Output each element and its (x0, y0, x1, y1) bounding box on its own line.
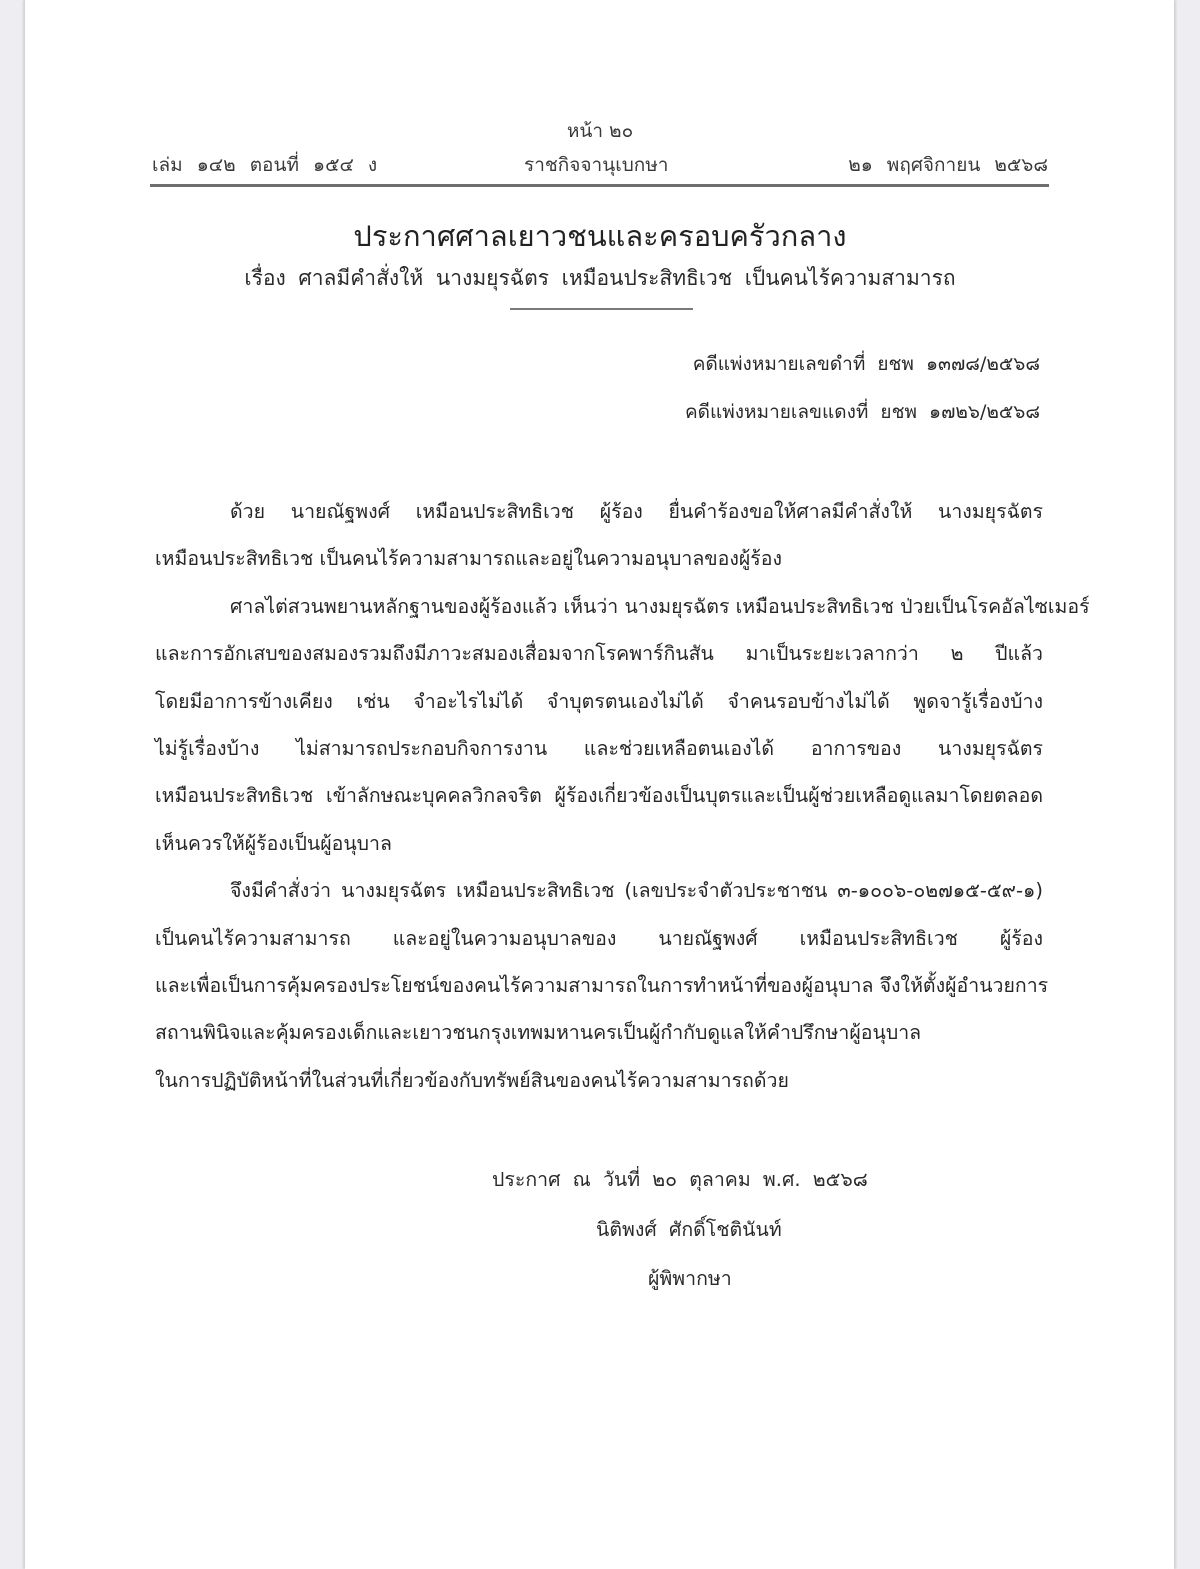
judge-name: นิติพงศ์ ศักดิ์โชตินันท์ (596, 1218, 782, 1241)
announcement-date: ประกาศ ณ วันที่ ๒๐ ตุลาคม พ.ศ. ๒๕๖๘ (492, 1168, 868, 1191)
body-line: และการอักเสบของสมองรวมถึงมีภาวะสมองเสื่อมจากโรคพาร์กินสัน มาเป็นระยะเวลากว่า ๒ ปีแล้ว (155, 642, 1043, 666)
body-line: สถานพินิจและคุ้มครองเด็กและเยาวชนกรุงเทพมหานครเป็นผู้กำกับดูแลให้คำปรึกษาผู้อนุบาล (155, 1021, 922, 1045)
body-line: เหมือนประสิทธิเวช เป็นคนไร้ความสามารถและอยู่ในความอนุบาลของผู้ร้อง (155, 547, 782, 571)
judge-position: ผู้พิพากษา (648, 1267, 732, 1290)
body-line: ด้วย นายณัฐพงศ์ เหมือนประสิทธิเวช ผู้ร้อง ยื่นคำร้องขอให้ศาลมีคำสั่งให้ นางมยุรฉัตร (230, 500, 1043, 523)
gazette-date: ๒๑ พฤศจิกายน ๒๕๖๘ (848, 154, 1048, 176)
paragraph-findings (155, 583, 1090, 867)
gazette-publication: ราชกิจจานุเบกษา (524, 154, 669, 176)
announcement-title: ประกาศศาลเยาวชนและครอบครัวกลาง (353, 219, 847, 253)
body-line: ศาลไต่สวนพยานหลักฐานของผู้ร้องแล้ว เห็นว่า นางมยุรฉัตร เหมือนประสิทธิเวช ป่วยเป็นโรคอัลไซเมอร์ (230, 594, 1090, 618)
paragraph-petition (155, 488, 1043, 583)
body-line: โดยมีอาการข้างเคียง เช่น จำอะไรไม่ได้ จำบุตรตนเองไม่ได้ จำคนรอบข้างไม่ได้ พูดจารู้เรื่องบ้าง (155, 689, 1043, 713)
page-number: หน้า ๒๐ (566, 120, 634, 142)
black-case-number: คดีแพ่งหมายเลขดำที่ ยชพ ๑๓๗๘/๒๕๖๘ (692, 353, 1040, 375)
body-line: ในการปฏิบัติหน้าที่ในส่วนที่เกี่ยวข้องกับทรัพย์สินของคนไร้ความสามารถด้วย (155, 1068, 789, 1092)
red-case-number: คดีแพ่งหมายเลขแดงที่ ยชพ ๑๗๒๖/๒๕๖๘ (684, 401, 1040, 423)
announcement-subject: เรื่อง ศาลมีคำสั่งให้ นางมยุรฉัตร เหมือนประสิทธิเวช เป็นคนไร้ความสามารถ (244, 266, 956, 290)
announcement-body (155, 488, 1090, 1104)
paragraph-order (155, 867, 1049, 1104)
body-line: เหมือนประสิทธิเวช เข้าลักษณะบุคคลวิกลจริต ผู้ร้องเกี่ยวข้องเป็นบุตรและเป็นผู้ช่วยเหลือดูแลมาโดยตลอด (155, 784, 1043, 808)
header-divider (150, 184, 1049, 187)
gazette-volume: เล่ม ๑๔๒ ตอนที่ ๑๕๔ ง (152, 154, 378, 176)
title-divider (510, 308, 693, 310)
body-line: เห็นควรให้ผู้ร้องเป็นผู้อนุบาล (155, 831, 392, 855)
body-line: จึงมีคำสั่งว่า นางมยุรฉัตร เหมือนประสิทธิเวช (เลขประจำตัวประชาชน ๓-๑๐๐๖-๐๒๗๑๕-๕๙-๑) (230, 879, 1043, 903)
body-line: ไม่รู้เรื่องบ้าง ไม่สามารถประกอบกิจการงาน และช่วยเหลือตนเองได้ อาการของ นางมยุรฉัตร (155, 737, 1043, 761)
body-line: และเพื่อเป็นการคุ้มครองประโยชน์ของคนไร้ความสามารถในการทำหน้าที่ของผู้อนุบาล จึงให้ตั้งผู้อำนวยการ (155, 974, 1049, 998)
body-line: เป็นคนไร้ความสามารถ และอยู่ในความอนุบาลของ นายณัฐพงศ์ เหมือนประสิทธิเวช ผู้ร้อง (155, 926, 1043, 950)
